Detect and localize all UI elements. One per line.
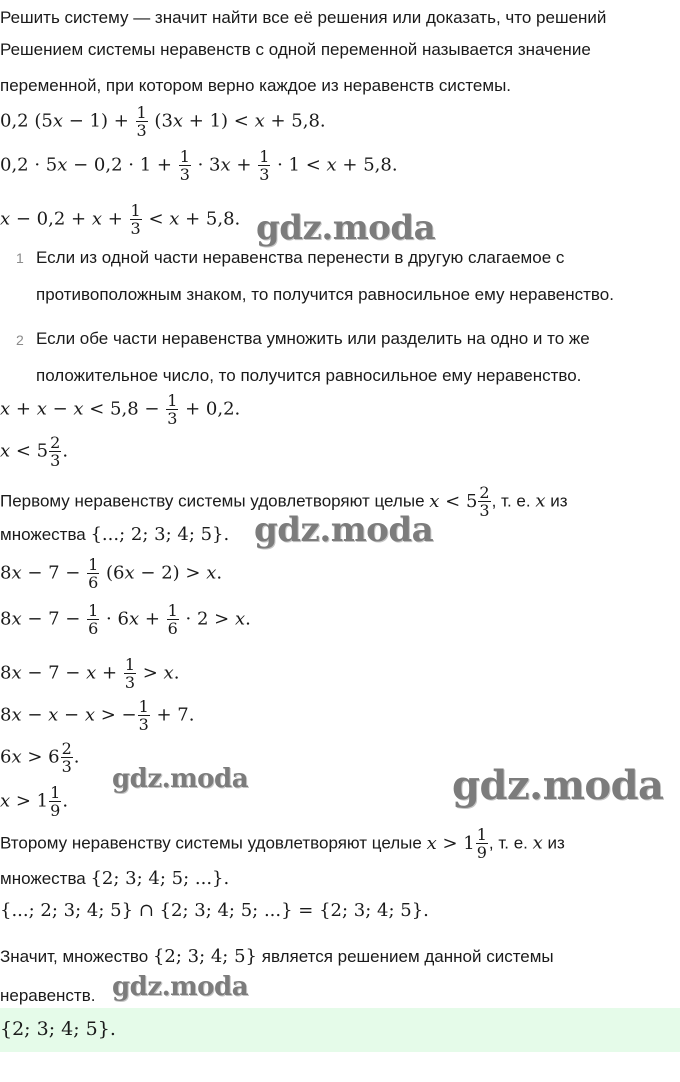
equation-2: 0,2 · 5x − 0,2 · 1 + $\frac{1}{3}$ · 3x + $\frac{1}{3}$ · 1 < x + 5,8. — [0, 147, 398, 184]
equation-3: x − 0,2 + x + $\frac{1}{3}$ < x + 5,8. — [0, 201, 241, 238]
list-number-1: 1 — [16, 250, 24, 266]
list-item-1-line-2: противоположным знаком, то получится равносильное ему неравенство. — [36, 285, 614, 304]
answer-text: {2; 3; 4; 5}. — [0, 1018, 116, 1040]
final-conclusion-line-1: Значит, множество {2; 3; 4; 5} является решением данной системы — [0, 946, 554, 967]
final-conclusion-line-2: неравенств. — [0, 986, 96, 1005]
watermark: gdz.moda — [256, 208, 436, 248]
paragraph-1: Решить систему — значит найти все её решения или доказать, что решений — [0, 8, 607, 27]
watermark: gdz.moda — [254, 510, 434, 550]
equation-5: x < 5 $\frac{2}{3}$ . — [0, 433, 69, 470]
equation-11: x > 1 $\frac{1}{9}$ . — [0, 783, 69, 820]
equation-4: x + x − x < 5,8 − $\frac{1}{3}$ + 0,2. — [0, 391, 241, 428]
second-conclusion-line-1: Второму неравенству системы удовлетворяют целые x > 1 $\frac{1}{9}$ , т. е. x из — [0, 825, 565, 862]
list-item-2-line-2: положительное число, то получится равносильное ему неравенство. — [36, 366, 582, 385]
answer-block — [0, 1008, 680, 1052]
equation-6: 8x − 7 − $\frac{1}{6}$ (6x − 2) > x. — [0, 555, 223, 592]
equation-10: 6x > 6 $\frac{2}{3}$ . — [0, 739, 80, 776]
list-item-1-line-1: Если из одной части неравенства перенести в другую слагаемое с — [36, 248, 565, 267]
paragraph-3: переменной, при котором верно каждое из неравенств системы. — [0, 76, 512, 95]
equation-7: 8x − 7 − $\frac{1}{6}$ · 6x + $\frac{1}{6}$ · 2 > x. — [0, 601, 251, 638]
list-number-2: 2 — [16, 332, 24, 348]
second-conclusion-line-2: множества {2; 3; 4; 5; ...}. — [0, 868, 230, 889]
watermark: gdz.moda — [112, 972, 249, 1002]
equation-8: 8x − 7 − x + $\frac{1}{3}$ > x. — [0, 655, 180, 692]
watermark: gdz.moda — [452, 762, 664, 809]
list-item-2-line-1: Если обе части неравенства умножить или разделить на одно и то же — [36, 329, 590, 348]
first-conclusion-line-2: множества {...; 2; 3; 4; 5}. — [0, 524, 230, 545]
equation-1: 0,2 (5x − 1) + $\frac{1}{3}$ (3x + 1) < x + 5,8. — [0, 103, 326, 140]
watermark: gdz.moda — [112, 764, 249, 794]
equation-9: 8x − x − x > − $\frac{1}{3}$ + 7. — [0, 697, 195, 734]
intersection-equation: {...; 2; 3; 4; 5} ∩ {2; 3; 4; 5; ...} = {2; 3; 4; 5}. — [0, 900, 429, 921]
paragraph-2: Решением системы неравенств с одной переменной называется значение — [0, 40, 591, 59]
first-conclusion-line-1: Первому неравенству системы удовлетворяют целые x < 5 $\frac{2}{3}$ , т. е. x из — [0, 483, 568, 520]
